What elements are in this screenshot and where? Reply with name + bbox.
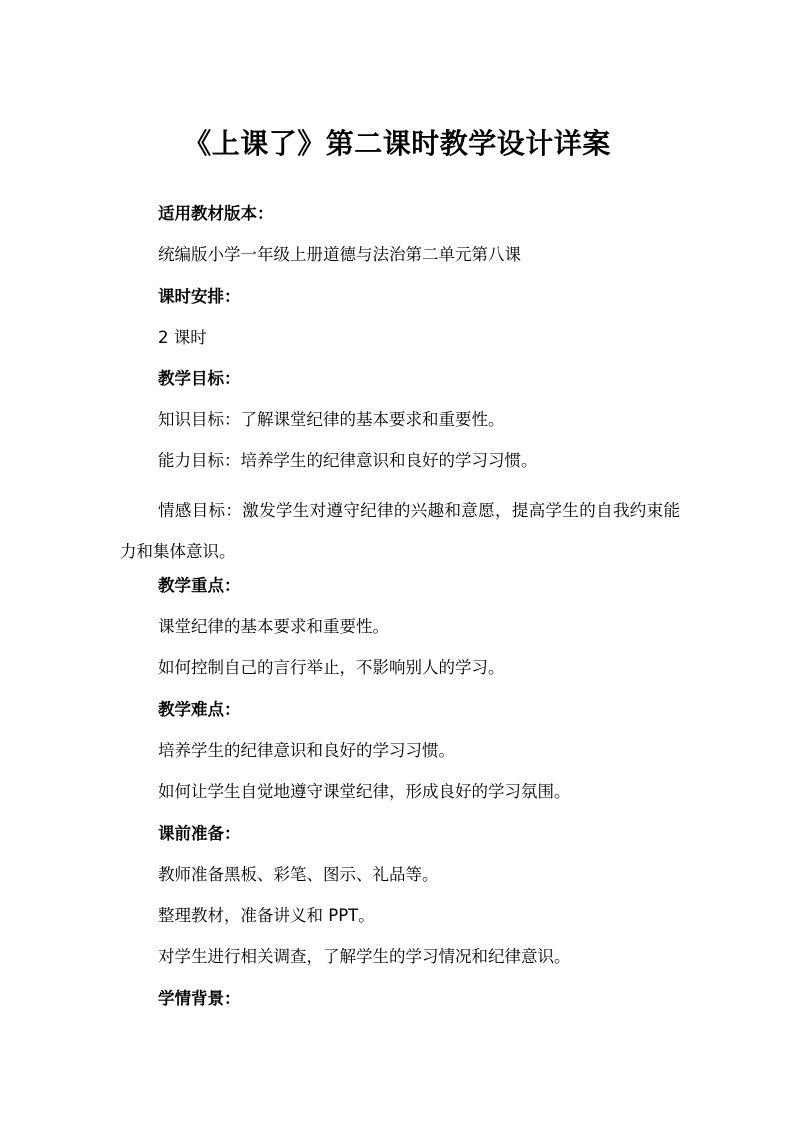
heading-textbook-version: 适用教材版本：: [158, 204, 274, 223]
key-point-1: 课堂纪律的基本要求和重要性。: [158, 617, 389, 636]
difficulty-1: 培养学生的纪律意识和良好的学习习惯。: [158, 741, 455, 760]
objective-emotion: 情感目标：激发学生对遵守纪律的兴趣和意愿，提高学生的自我约束能力和集体意识。: [120, 501, 680, 561]
class-hours-text: 2 课时: [158, 328, 207, 347]
heading-teaching-objectives: 教学目标：: [158, 369, 241, 388]
difficulty-2: 如何让学生自觉地遵守课堂纪律，形成良好的学习氛围。: [158, 782, 571, 801]
document-title: 《上课了》第二课时教学设计详案: [183, 127, 611, 160]
heading-learning-background: 学情背景：: [158, 989, 241, 1008]
preparation-2: 整理教材，准备讲义和 PPT。: [158, 906, 375, 925]
objective-ability: 能力目标：培养学生的纪律意识和良好的学习习惯。: [158, 451, 538, 470]
key-point-2: 如何控制自己的言行举止，不影响别人的学习。: [158, 658, 505, 677]
heading-preparation: 课前准备：: [158, 824, 241, 843]
textbook-version-text: 统编版小学一年级上册道德与法治第二单元第八课: [158, 245, 521, 264]
preparation-1: 教师准备黑板、彩笔、图示、礼品等。: [158, 865, 439, 884]
heading-difficulties: 教学难点：: [158, 700, 241, 719]
heading-key-points: 教学重点：: [158, 576, 241, 595]
objective-knowledge: 知识目标：了解课堂纪律的基本要求和重要性。: [158, 410, 505, 429]
preparation-3: 对学生进行相关调查，了解学生的学习情况和纪律意识。: [158, 947, 571, 966]
heading-class-hours: 课时安排：: [158, 287, 241, 306]
